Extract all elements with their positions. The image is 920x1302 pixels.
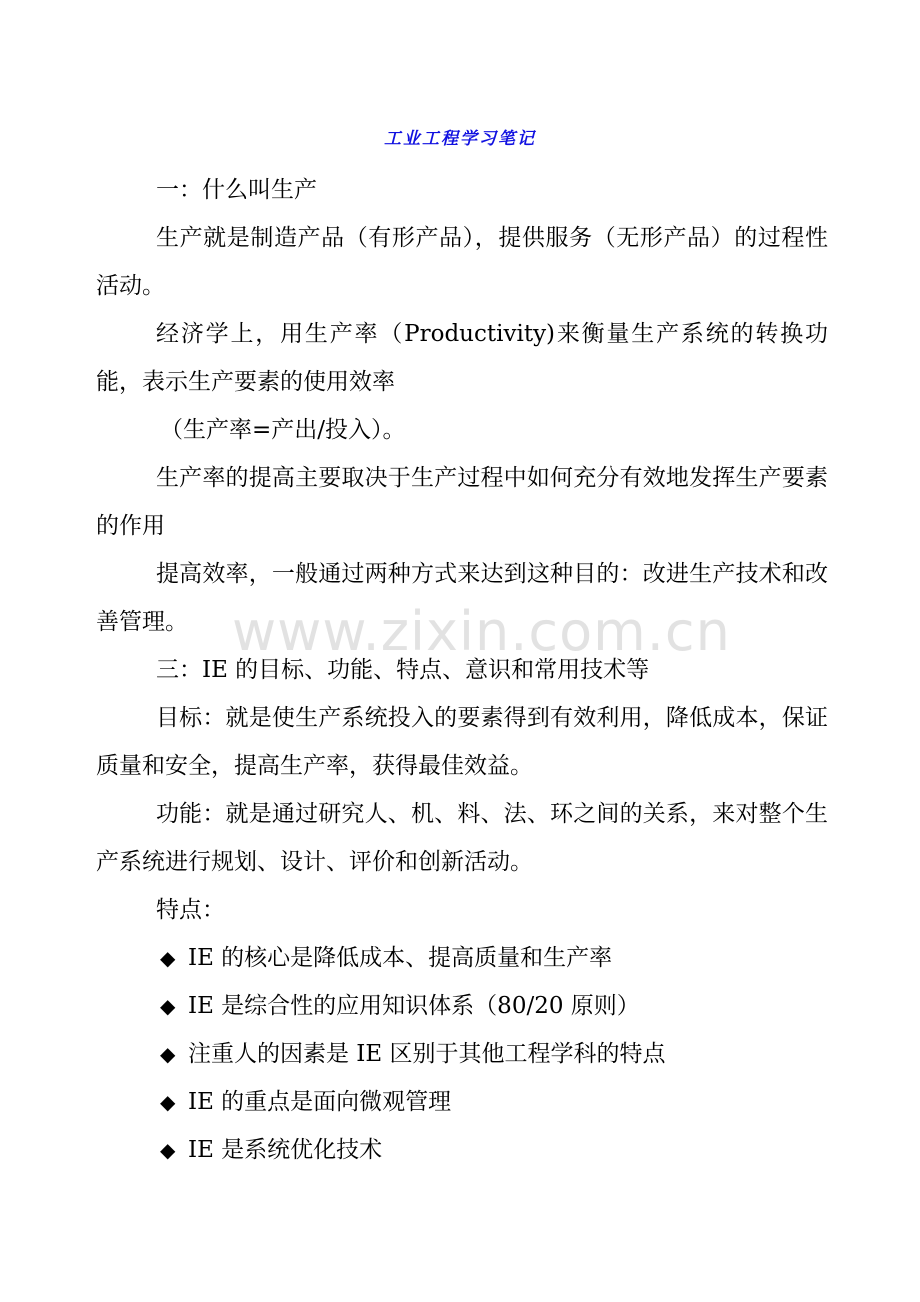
paragraph-ie-goal: 目标：就是使生产系统投入的要素得到有效利用，降低成本，保证质量和安全，提高生产率，获得最佳效益。 — [96, 705, 828, 779]
list-item-text: IE 是系统优化技术 — [188, 1137, 383, 1163]
section-heading-production: 一：什么叫生产 — [156, 177, 317, 203]
paragraph-productivity-factors: 生产率的提高主要取决于生产过程中如何充分有效地发挥生产要素的作用 — [96, 465, 828, 539]
list-item — [96, 1078, 828, 1126]
list-item — [96, 1126, 828, 1174]
list-item — [96, 982, 828, 1030]
list-item-text: 注重人的因素是 IE 区别于其他工程学科的特点 — [188, 1041, 666, 1067]
paragraph-productivity: 经济学上，用生产率（Productivity)来衡量生产系统的转换功能，表示生产要素的使用效率 — [96, 321, 828, 395]
watermark: www.zixin.com.cn — [232, 600, 731, 663]
paragraph-efficiency-methods: 提高效率，一般通过两种方式来达到这种目的：改进生产技术和改善管理。 — [96, 561, 828, 635]
paragraph-ie-features-label: 特点： — [156, 897, 225, 923]
section-heading-ie: 三：IE 的目标、功能、特点、意识和常用技术等 — [156, 657, 650, 683]
diamond-bullet-icon: ◆ — [160, 1090, 176, 1114]
diamond-bullet-icon: ◆ — [160, 1042, 176, 1066]
list-item-text: IE 是综合性的应用知识体系（80/20 原则） — [188, 993, 640, 1019]
list-item-text: IE 的重点是面向微观管理 — [188, 1089, 452, 1115]
list-item — [96, 1030, 828, 1078]
document-body — [96, 166, 828, 1174]
paragraph-productivity-formula: （生产率=产出/投入）。 — [160, 417, 406, 443]
paragraph-ie-function: 功能：就是通过研究人、机、料、法、环之间的关系，来对整个生产系统进行规划、设计、评价和创新活动。 — [96, 801, 828, 875]
diamond-bullet-icon: ◆ — [160, 994, 176, 1018]
diamond-bullet-icon: ◆ — [160, 1138, 176, 1162]
diamond-bullet-icon: ◆ — [160, 946, 176, 970]
paragraph-production-definition: 生产就是制造产品（有形产品），提供服务（无形产品）的过程性活动。 — [96, 225, 828, 299]
list-item-text: IE 的核心是降低成本、提高质量和生产率 — [188, 945, 613, 971]
list-item — [96, 934, 828, 982]
document-title: 工业工程学习笔记 — [384, 129, 536, 149]
